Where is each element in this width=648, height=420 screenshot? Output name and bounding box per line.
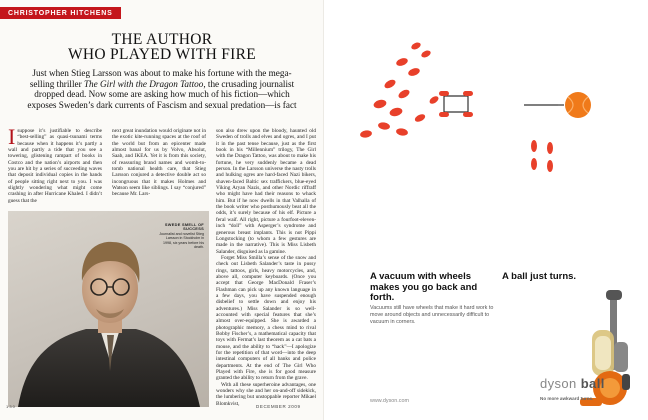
column-3-paragraph: With all these superheroine advantages, one wonders why she and her on-and-off sidekick, the lumbering but unstoppable reporter Mikael Blomkvist, — [216, 381, 316, 407]
photo-caption — [156, 223, 204, 249]
body-column-2 — [112, 128, 206, 198]
drop-cap: I — [8, 124, 16, 149]
ad-headline-wheels: A vacuum with wheels makes you go back and forth. — [370, 271, 478, 303]
body-column-1 — [8, 124, 102, 204]
advertisement-page — [324, 0, 648, 420]
dyson-vacuum-product — [576, 290, 646, 410]
caption-text: Journalist and novelist Stieg Larsson in Stockholm in 1998, six years before his death. — [159, 231, 204, 250]
columnist-tag: CHRISTOPHER HITCHENS — [0, 7, 121, 19]
deck — [22, 68, 302, 110]
ball-icon — [524, 92, 591, 118]
product-name: ball — [580, 376, 605, 391]
deck-rest: , the crusading journalist dropped dead. Now some are asking how much of his fiction—which exposes Sweden’s dark currents of Fascism and sexual predation—is fact — [27, 78, 297, 110]
wheeled-vacuum-icon — [439, 91, 473, 117]
ball-tracks — [531, 140, 553, 172]
deck-intro: Just when Stieg Larsson was about to make his fortune with the mega-selling thriller — [29, 68, 292, 89]
ad-tagline: No more awkward turns. — [540, 396, 594, 401]
body-column-3 — [216, 128, 316, 407]
column-2-text: next great inundation would originate not in the exotic kite-running spaces at the roof of the world but from an epicenter made almost banal for us by Volvo, Absolut, Saab, and IKEA. Yet it is from this society, of reassuring brand names and womb-to-tomb national health care, that Stieg Larsson conjured a detective double act so incongruous that it makes Holmes and Watson seem like siblings. I say “conjured” because Mr. Lars- — [112, 128, 206, 198]
author-photo — [8, 211, 209, 407]
dyson-ball-logo — [540, 376, 605, 391]
ad-website: www.dyson.com — [370, 398, 409, 404]
page-number: 1 3 0 — [6, 404, 15, 409]
column-3-paragraph: son also drew upon the bloody, haunted old Sweden of trolls and elves and ogres, and I put it in the past tense because, just as the first book in his “Millennium” trilogy, The Girl with the Dragon Tattoo, was about to make his fortune, he very suddenly became a dead person. In the Larsson universe the nasty trolls and hulking ogres are hard-faced Nazi bikers, shaven-faced Baltic sex traffickers, blue-eyed Viking Aryan Nazis, and other Nordic riffraff who might have had their reasons to whack him. But if he now dwells in that Valhalla of the book writer who posthumously beat all the odds, it’s surely because of his elf. Picture a feral waif. All right, picture a fourfoot-eleven-inch “doll” with Asperger’s syndrome and generous breast implants. This is not Pippi Longstocking (to whom a few gestures are made in the narrative). This is Miss Lisbeth Salander, disguised as la gamine. — [216, 128, 316, 255]
headline-line-1: THE AUTHOR — [111, 31, 213, 48]
headline-line-2: WHO PLAYED WITH FIRE — [67, 46, 257, 63]
ad-body-copy: Vacuums still have wheels that make it hard work to move around objects and unnecessarily difficult to vacuum in corners. — [370, 305, 494, 325]
wheel-tracks — [359, 41, 439, 138]
caption-title: SWEDE SMELL OF SUCCESS — [164, 222, 204, 232]
column-1-text: suppose it’s justifiable to describe “best-selling” as quasi-tsunami terms because when it happens it’s partly a wall and partly a tide that you see a towering, glistening rampart of books in Costco and the nation’s airports and then you are hit by a series of succeeding waves that deposit individual copies in the hands of people sitting right next to you. I was slightly wondering what might come crashing in after Hurricane Khaled. I didn’t guess that the — [8, 128, 102, 204]
brand-name: dyson — [540, 376, 577, 391]
ad-headline-ball: A ball just turns. — [502, 271, 577, 282]
headline — [0, 32, 324, 62]
ad-illustration — [324, 0, 648, 260]
column-3-paragraph: Forget Miss Smilla’s sense of the snow and check out Lisbeth Salander’s taste in pussy rings, tattoos, girls, heavy motorcycles, and, above all, computer keyboards. (Once you accept that George MacDonald Fraser’s Flashman can pick up any known language in a few days, you have suspended enough disbelief to settle down and enjoy his adventures.) Miss Salander is so well-accounted with special features that she’s almost over-equipped. She is awarded a photographic memory, a chess mind to rival Bobby Fischer’s, a mathematical capacity that toys with Fermat’s last theorem as a cat bats a mouse, and the ability to “hack”—I apologize for the repetition of that word—into the deep intestinal computers of all banks and police departments. At the end of The Girl Who Played with Fire, she is for good measure granted the ability to return from the grave. — [216, 254, 316, 382]
deck-book-title: The Girl with the Dragon Tattoo — [83, 78, 204, 89]
issue-date: DECEMBER 2009 — [256, 404, 301, 409]
